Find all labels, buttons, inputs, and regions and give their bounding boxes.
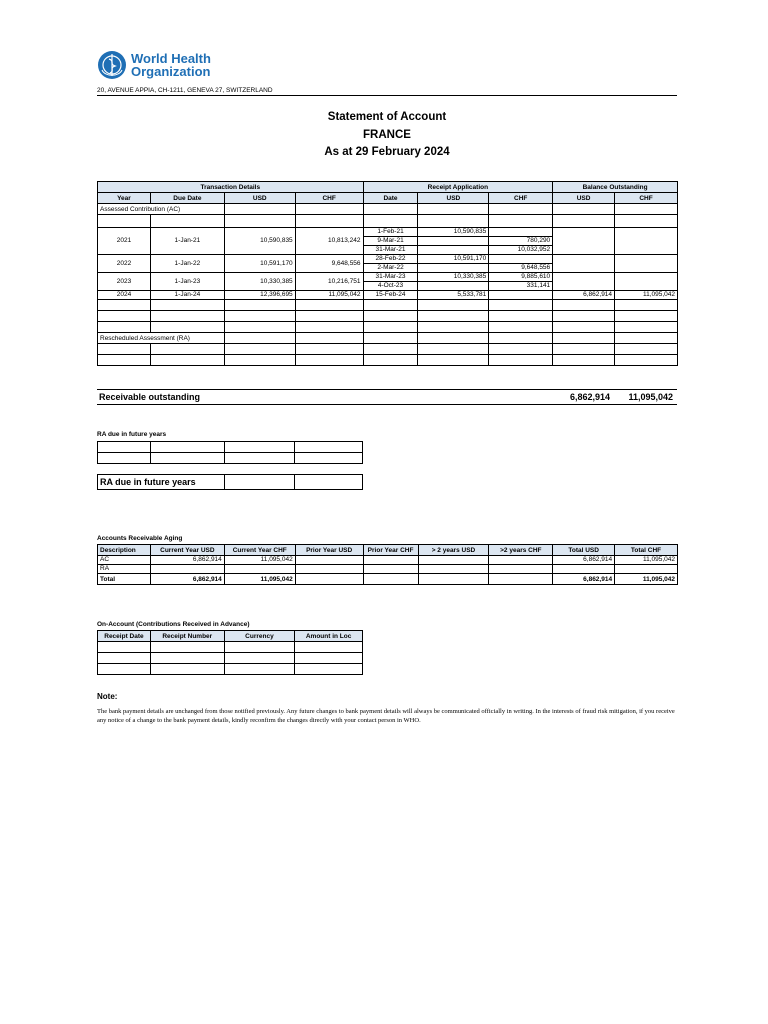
ra-future-box-label: RA due in future years <box>98 475 225 490</box>
on-account-col-number: Receipt Number <box>150 631 224 642</box>
receipt-usd-cell <box>418 282 489 291</box>
receipt-date-cell: 28-Feb-22 <box>363 255 418 264</box>
note-title: Note: <box>97 692 118 701</box>
balance-usd-cell: 6,862,914 <box>553 291 615 300</box>
aging-total-usd-cell: 6,862,914 <box>553 556 615 565</box>
receipt-usd-cell: 10,590,835 <box>418 228 489 237</box>
on-account-title: On-Account (Contributions Received in Advance) <box>97 621 250 628</box>
usd-cell: 10,590,835 <box>224 228 295 255</box>
receipt-usd-cell <box>418 246 489 255</box>
statement-titles <box>97 109 677 162</box>
aging-total-usd-cell: 6,862,914 <box>553 574 615 585</box>
receipt-date-cell: 1-Feb-21 <box>363 228 418 237</box>
receipt-date-cell: 15-Feb-24 <box>363 291 418 300</box>
aging-col-cy-usd: Current Year USD <box>150 545 224 556</box>
balance-chf-cell: 11,095,042 <box>615 291 678 300</box>
org-name-line1: World Health <box>131 51 211 66</box>
org-name-line2: Organization <box>131 64 211 79</box>
col-balance-usd: USD <box>553 193 615 204</box>
statement-table <box>97 181 678 366</box>
who-logo <box>97 50 211 80</box>
receipt-chf-cell: 10,032,952 <box>489 246 553 255</box>
year-cell: 2023 <box>98 273 151 291</box>
aging-cy-chf-cell: 11,095,042 <box>224 574 295 585</box>
col-receipt-chf: CHF <box>489 193 553 204</box>
due-date-cell: 1-Jan-24 <box>150 291 224 300</box>
due-date-cell: 1-Jan-23 <box>150 273 224 291</box>
aging-total-chf-cell: 11,095,042 <box>615 574 678 585</box>
receipt-chf-cell <box>489 228 553 237</box>
table-row <box>98 273 678 282</box>
section-assessed-contribution: Assessed Contribution (AC) <box>98 204 225 215</box>
table-row <box>98 228 678 237</box>
receipt-chf-cell <box>489 255 553 264</box>
group-balance-outstanding: Balance Outstanding <box>553 182 678 193</box>
col-balance-chf: CHF <box>615 193 678 204</box>
table-row <box>98 291 678 300</box>
group-receipt-application: Receipt Application <box>363 182 553 193</box>
due-date-cell: 1-Jan-21 <box>150 228 224 255</box>
receipt-date-cell: 31-Mar-23 <box>363 273 418 282</box>
aging-col-2y-usd: > 2 years USD <box>418 545 489 556</box>
section-rescheduled-assessment: Rescheduled Assessment (RA) <box>98 333 225 344</box>
table-row <box>98 574 678 585</box>
aging-cy-usd-cell: 6,862,914 <box>150 574 224 585</box>
year-cell: 2024 <box>98 291 151 300</box>
aging-desc-cell: RA <box>98 565 151 574</box>
ra-future-table <box>97 441 363 464</box>
on-account-table <box>97 630 363 675</box>
on-account-col-currency: Currency <box>224 631 295 642</box>
note-text: The bank payment details are unchanged from those notified previously. Any future changes to bank payment details will always be communicated officially in writing. In the interests of fraud risk mitigation, if you receive any notice of a change to the bank payment details, kindly reconfirm the changes directly with your contact person in WHO. <box>97 708 675 724</box>
receipt-usd-cell <box>418 237 489 246</box>
table-row <box>98 556 678 565</box>
aging-col-description: Description <box>98 545 151 556</box>
col-due-date: Due Date <box>150 193 224 204</box>
year-cell: 2021 <box>98 228 151 255</box>
aging-cy-chf-cell: 11,095,042 <box>224 556 295 565</box>
aging-col-total-usd: Total USD <box>553 545 615 556</box>
aging-table <box>97 544 678 585</box>
country-name: FRANCE <box>363 128 411 141</box>
who-emblem-icon <box>97 50 127 80</box>
aging-col-total-chf: Total CHF <box>615 545 678 556</box>
receipt-usd-cell: 10,330,385 <box>418 273 489 282</box>
as-at-date: As at 29 February 2024 <box>324 146 450 158</box>
aging-desc-cell: AC <box>98 556 151 565</box>
chf-cell: 10,813,242 <box>295 228 363 255</box>
receipt-date-cell: 31-Mar-21 <box>363 246 418 255</box>
usd-cell: 10,591,170 <box>224 255 295 273</box>
receipt-chf-cell: 9,885,610 <box>489 273 553 282</box>
receipt-chf-cell: 331,141 <box>489 282 553 291</box>
col-receipt-date: Date <box>363 193 418 204</box>
receipt-date-cell: 4-Oct-23 <box>363 282 418 291</box>
receivable-usd: 6,862,914 <box>569 392 610 402</box>
ra-future-summary <box>97 474 363 490</box>
col-receipt-usd: USD <box>418 193 489 204</box>
receipt-chf-cell: 9,648,556 <box>489 264 553 273</box>
receivable-label: Receivable outstanding <box>99 392 201 402</box>
aging-cy-usd-cell: 6,862,914 <box>150 556 224 565</box>
year-cell: 2022 <box>98 255 151 273</box>
aging-col-2y-chf: >2 years CHF <box>489 545 553 556</box>
receivable-chf: 11,095,042 <box>628 392 673 402</box>
receipt-date-cell: 9-Mar-21 <box>363 237 418 246</box>
aging-title: Accounts Receivable Aging <box>97 535 183 542</box>
on-account-col-date: Receipt Date <box>98 631 151 642</box>
aging-desc-cell: Total <box>98 574 151 585</box>
col-year: Year <box>98 193 151 204</box>
usd-cell: 12,396,695 <box>224 291 295 300</box>
col-chf: CHF <box>295 193 363 204</box>
ra-future-label: RA due in future years <box>97 431 167 438</box>
group-transaction-details: Transaction Details <box>98 182 364 193</box>
receipt-usd-cell <box>418 264 489 273</box>
receipt-usd-cell: 5,533,781 <box>418 291 489 300</box>
aging-col-py-usd: Prior Year USD <box>295 545 363 556</box>
aging-col-cy-chf: Current Year CHF <box>224 545 295 556</box>
receivable-outstanding-row <box>97 389 677 405</box>
aging-col-py-chf: Prior Year CHF <box>363 545 418 556</box>
address-line: 20, AVENUE APPIA, CH-1211, GENEVA 27, SWITZERLAND <box>97 87 677 96</box>
due-date-cell: 1-Jan-22 <box>150 255 224 273</box>
receipt-chf-cell: 780,290 <box>489 237 553 246</box>
chf-cell: 10,216,751 <box>295 273 363 291</box>
document-title: Statement of Account <box>327 111 447 123</box>
table-row <box>98 565 678 574</box>
aging-total-chf-cell: 11,095,042 <box>615 556 678 565</box>
chf-cell: 11,095,042 <box>295 291 363 300</box>
usd-cell: 10,330,385 <box>224 273 295 291</box>
on-account-col-amount: Amount in Loc <box>295 631 363 642</box>
receipt-date-cell: 2-Mar-22 <box>363 264 418 273</box>
receipt-usd-cell: 10,591,170 <box>418 255 489 264</box>
table-row <box>98 255 678 264</box>
chf-cell: 9,648,556 <box>295 255 363 273</box>
receipt-chf-cell <box>489 291 553 300</box>
col-usd: USD <box>224 193 295 204</box>
